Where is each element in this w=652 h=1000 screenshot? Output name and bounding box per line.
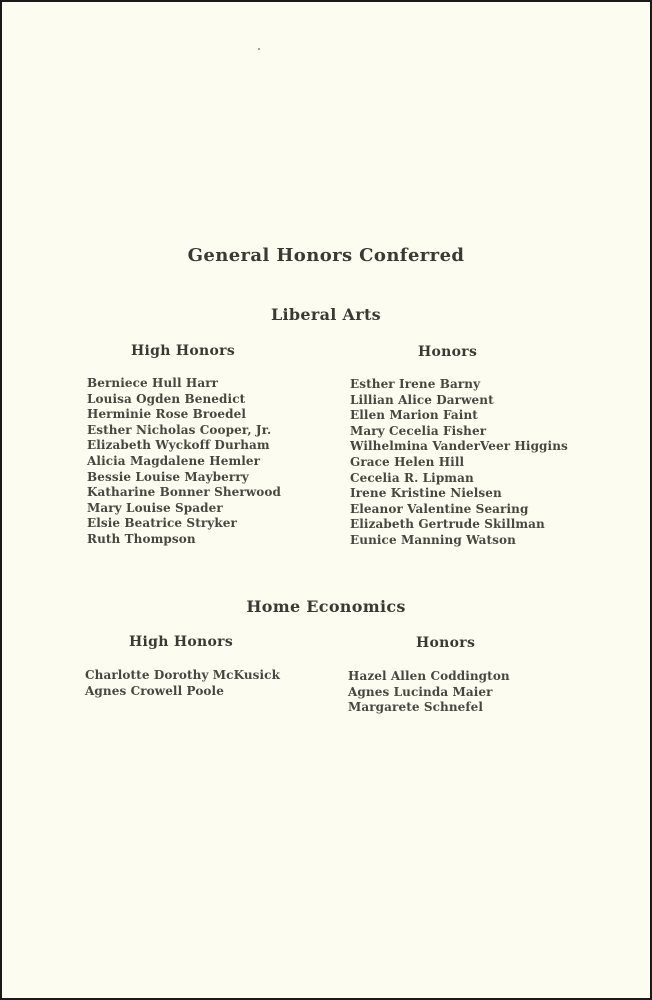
paper-speck (258, 48, 260, 50)
section-heading-home-economics: Home Economics (246, 597, 406, 616)
list-item: Bessie Louise Mayberry (87, 469, 249, 484)
list-item: Wilhelmina VanderVeer Higgins (350, 439, 568, 454)
list-item: Lillian Alice Darwent (350, 392, 494, 407)
home-economics-honors-list (348, 669, 510, 716)
liberal-arts-honors-list (350, 377, 568, 549)
list-item: Elizabeth Wyckoff Durham (87, 438, 270, 453)
list-item: Louisa Ogden Benedict (87, 391, 246, 406)
list-item: Herminie Rose Broedel (87, 407, 246, 422)
list-item: Berniece Hull Harr (87, 376, 219, 390)
list-item: Elizabeth Gertrude Skillman (350, 517, 545, 532)
home-economics-honors-heading: Honors (416, 635, 476, 651)
list-item: Elsie Beatrice Stryker (87, 516, 237, 531)
list-item: Ellen Marion Faint (350, 408, 478, 423)
list-item: Eleanor Valentine Searing (350, 501, 529, 516)
page-title: General Honors Conferred (187, 245, 465, 266)
list-item: Agnes Lucinda Maier (348, 684, 493, 699)
list-item: Eunice Manning Watson (350, 532, 516, 547)
list-item: Alicia Magdalene Hemler (87, 453, 261, 468)
list-item: Agnes Crowell Poole (85, 683, 224, 698)
home-economics-high-honors-heading: High Honors (129, 634, 234, 650)
liberal-arts-high-honors-heading: High Honors (131, 343, 236, 359)
list-item: Mary Louise Spader (87, 500, 223, 515)
list-item: Hazel Allen Coddington (348, 669, 510, 683)
list-item: Esther Nicholas Cooper, Jr. (87, 422, 272, 437)
list-item: Esther Irene Barny (350, 377, 481, 391)
list-item: Katharine Bonner Sherwood (87, 485, 281, 500)
list-item: Irene Kristine Nielsen (350, 486, 502, 501)
list-item: Grace Helen Hill (350, 454, 465, 469)
section-heading-liberal-arts: Liberal Arts (271, 305, 381, 324)
list-item: Margarete Schnefel (348, 700, 484, 715)
list-item: Mary Cecelia Fisher (350, 423, 487, 438)
list-item: Charlotte Dorothy McKusick (85, 668, 281, 682)
list-item: Ruth Thompson (87, 531, 196, 546)
home-economics-high-honors-list (85, 668, 280, 699)
liberal-arts-honors-heading: Honors (418, 344, 478, 360)
list-item: Cecelia R. Lipman (350, 470, 474, 485)
document-page (2, 2, 650, 998)
liberal-arts-high-honors-list (87, 376, 281, 548)
